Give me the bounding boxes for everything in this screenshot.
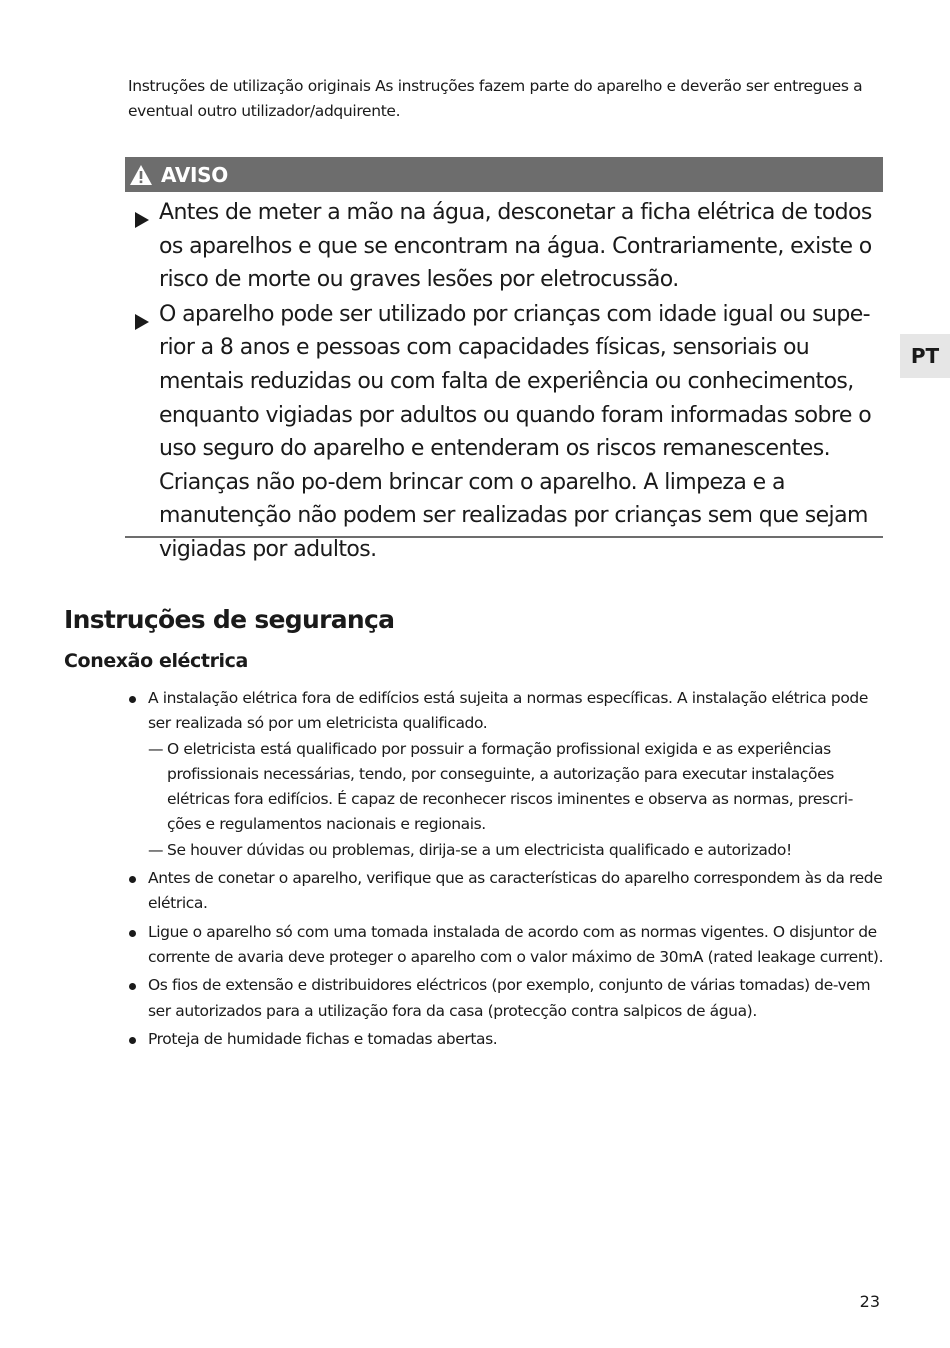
bullet-dot-icon bbox=[125, 920, 148, 971]
subsection-title: Conexão eléctrica bbox=[64, 650, 248, 672]
bullet-dot-icon bbox=[125, 1027, 148, 1052]
warning-header bbox=[125, 157, 883, 192]
section-title: Instruções de segurança bbox=[64, 605, 395, 634]
warning-triangle-icon bbox=[129, 164, 153, 186]
sub-list bbox=[148, 737, 885, 863]
dash-marker: — bbox=[148, 739, 164, 758]
play-triangle-icon bbox=[125, 298, 159, 567]
warning-divider bbox=[125, 536, 883, 538]
warning-item bbox=[125, 298, 883, 567]
page-number: 23 bbox=[859, 1292, 880, 1311]
intro-text: Instruções de utilização originais As instruções fazem parte do aparelho e deverão ser entregues a eventual outro utilizador/adquirente. bbox=[128, 77, 863, 120]
safety-bullet-list bbox=[125, 686, 885, 1055]
bullet-item bbox=[125, 973, 885, 1024]
sub-item bbox=[148, 838, 885, 863]
sub-item-text: O eletricista está qualificado por possuir a formação profissional exigida e as experiências profissionais necessárias, tendo, por conseguinte, a autorização para executar instalações elétricas fora edifícios. É capaz de reconhecer riscos iminentes e observa as normas, prescri-ções e regulamentos nacionais e regionais. bbox=[167, 739, 853, 834]
warning-item bbox=[125, 196, 883, 297]
bullet-text: Ligue o aparelho só com uma tomada instalada de acordo com as normas vigentes. O disjuntor de corrente de avaria deve proteger o aparelho com o valor máximo de 30mA (rated leakage current). bbox=[148, 922, 884, 966]
bullet-dot-icon bbox=[125, 973, 148, 1024]
bullet-text: Antes de conetar o aparelho, verifique que as características do aparelho correspondem às da rede elétrica. bbox=[148, 869, 883, 913]
bullet-item bbox=[125, 1027, 885, 1052]
bullet-dot-icon bbox=[125, 866, 148, 917]
warning-list bbox=[125, 196, 883, 568]
bullet-item bbox=[125, 920, 885, 971]
bullet-item bbox=[125, 866, 885, 917]
warning-title: AVISO bbox=[161, 162, 228, 187]
bullet-text: Os fios de extensão e distribuidores eléctricos (por exemplo, conjunto de várias tomadas) de-vem ser autorizados para a utilização fora da casa (protecção contra salpicos de água). bbox=[148, 976, 871, 1020]
sub-item bbox=[148, 737, 885, 838]
bullet-dot-icon bbox=[125, 686, 148, 863]
language-tab: PT bbox=[900, 334, 950, 378]
dash-marker: — bbox=[148, 840, 164, 859]
play-triangle-icon bbox=[125, 196, 159, 297]
warning-item-text: O aparelho pode ser utilizado por crianças com idade igual ou supe-rior a 8 anos e pessoas com capacidades físicas, sensoriais ou mentais reduzidas ou com falta de experiência ou conhecimentos, enquanto vigiadas por adultos ou quando foram informadas sobre o uso seguro do aparelho e entenderam os riscos remanescentes. Crianças não po-dem brincar com o aparelho. A limpeza e a manutenção não podem ser realizadas por crianças sem que sejam vigiadas por adultos. bbox=[159, 301, 872, 562]
warning-item-text: Antes de meter a mão na água, desconetar a ficha elétrica de todos os aparelhos e que se encontram na água. Contrariamente, existe o risco de morte ou graves lesões por eletrocussão. bbox=[159, 200, 872, 293]
bullet-text: Proteja de humidade fichas e tomadas abertas. bbox=[148, 1029, 498, 1048]
bullet-item bbox=[125, 686, 885, 863]
bullet-text: A instalação elétrica fora de edifícios está sujeita a normas específicas. A instalação elétrica pode ser realizada só por um eletricista qualificado. bbox=[148, 689, 868, 733]
sub-item-text: Se houver dúvidas ou problemas, dirija-se a um electricista qualificado e autorizado! bbox=[167, 840, 792, 859]
